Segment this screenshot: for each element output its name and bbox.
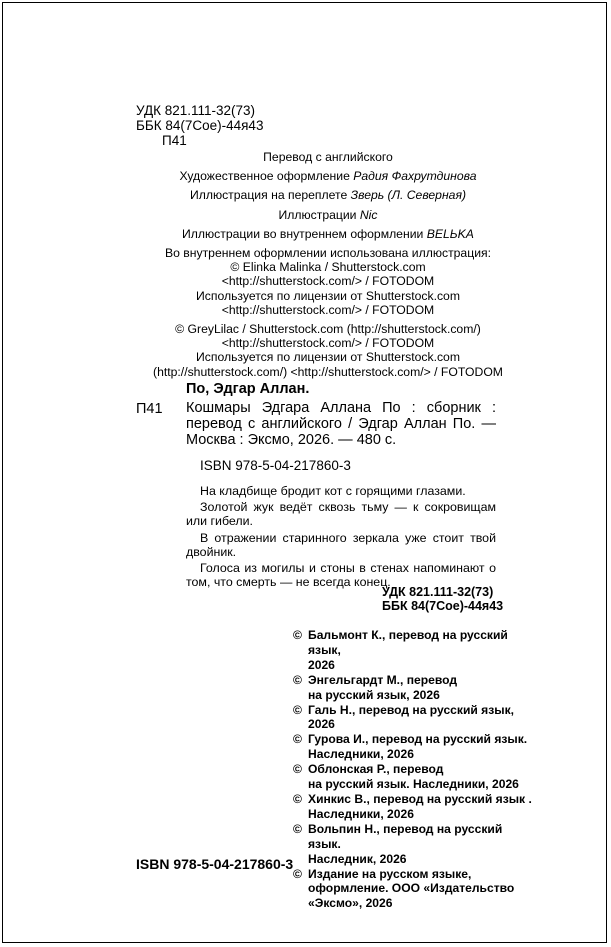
copyright-line: Издание на русском языке, xyxy=(308,866,472,881)
stock-line: <http://shutterstock.com/> / FOTODOM xyxy=(221,274,435,289)
annotation-paragraph: На кладбище бродит кот с горящими глазами. xyxy=(200,484,466,498)
copyright-line: оформление. ООО «Издательство xyxy=(308,881,515,896)
copyright-line: Хинкис В., перевод на русский язык . xyxy=(308,791,532,806)
bbk-code-bottom: ББК 84(7Сое)-44я43 xyxy=(382,599,504,613)
copyright-line: Вольпин Н., перевод на русский язык. xyxy=(308,821,503,851)
copyright-item xyxy=(293,628,533,673)
inner-design-note: Во внутреннем оформлении использована иллюстрация: xyxy=(165,246,491,261)
copyright-line: Бальмонт К., перевод на русский язык, xyxy=(308,628,508,657)
illustrations-credit: Иллюстрации Nic xyxy=(278,207,378,222)
stock-line: Используется по лицензии от Shutterstock.com xyxy=(196,350,460,365)
stock-line: © Elinka Malinka / Shutterstock.com xyxy=(230,260,426,275)
illustrator-name: Nic xyxy=(359,207,378,222)
catalog-code: П41 xyxy=(136,401,163,417)
author-sign: П41 xyxy=(162,133,187,148)
stock-line: <http://shutterstock.com/> / FOTODOM xyxy=(221,336,435,351)
annotation xyxy=(186,484,496,589)
stock-line: Используется по лицензии от Shutterstock.com xyxy=(196,288,460,303)
copyright-line: Облонская Р., перевод xyxy=(308,762,444,777)
translation-line: Перевод с английского xyxy=(263,150,393,164)
stock-line: © GreyLilac / Shutterstock.com (http://shutterstock.com/) xyxy=(175,322,481,337)
stock-line: (http://shutterstock.com/) <http://shutterstock.com/> / FOTODOM xyxy=(153,364,503,379)
copyright-item xyxy=(293,673,533,703)
annotation-paragraph: Золотой жук ведёт сквозь тьму — к сокровищам или гибели. xyxy=(186,500,496,529)
annotation-paragraph: В отражении старинного зеркала уже стоит твой двойник. xyxy=(186,530,496,559)
inner-illustrator-name: BELЬKA xyxy=(426,226,474,241)
copyright-item xyxy=(293,762,533,792)
copyright-line: на русский язык, 2026 xyxy=(308,687,440,702)
inner-illustrations-credit: Иллюстрации во внутреннем оформлении BELЬKA xyxy=(182,226,474,241)
design-credit: Художественное оформление Радия Фахрутдинова xyxy=(179,169,477,184)
copyright-item xyxy=(293,867,533,912)
copyright-line: Наследники, 2026 xyxy=(308,747,414,762)
designer-name: Радия Фахрутдинова xyxy=(353,169,477,184)
copyright-line: «Эксмо», 2026 xyxy=(308,896,393,911)
copyright-symbol: © xyxy=(293,628,302,642)
copyright-item xyxy=(293,822,533,867)
udk-code: УДК 821.111-32(73) xyxy=(136,103,256,118)
copyright-line: 2026 xyxy=(308,657,335,672)
annotation-paragraph: Голоса из могилы и стоны в стенах напоминают о том, что смерть — не всегда конец. xyxy=(186,561,496,590)
credits-block xyxy=(112,150,544,379)
cover-artist-name: Зверь (Л. Северная) xyxy=(350,188,467,203)
copyright-line: на русский язык. Наследники, 2026 xyxy=(308,777,519,792)
copyright-symbol: © xyxy=(293,791,302,806)
footer-isbn: ISBN 978-5-04-217860-3 xyxy=(136,856,294,872)
copyright-line: Энгельгардт М., перевод xyxy=(308,672,458,687)
copyright-item xyxy=(293,792,533,822)
udk-code-bottom: УДК 821.111-32(73) xyxy=(382,585,494,599)
copyright-symbol: © xyxy=(293,702,302,717)
cover-credit: Иллюстрация на переплете Зверь (Л. Северная) xyxy=(189,188,467,203)
copyright-symbol: © xyxy=(293,672,302,687)
copyright-symbol: © xyxy=(293,762,302,777)
copyright-list xyxy=(293,628,533,911)
bbk-code: ББК 84(7Сое)-44я43 xyxy=(136,118,264,133)
stock-line: <http://shutterstock.com/> / FOTODOM xyxy=(221,302,435,317)
copyright-line: Наследники, 2026 xyxy=(308,806,414,821)
copyright-item xyxy=(293,703,533,733)
copyright-line: Гурова И., перевод на русский язык. xyxy=(308,732,528,747)
copyright-symbol: © xyxy=(293,821,302,836)
copyright-symbol: © xyxy=(293,732,302,747)
catalog-isbn: ISBN 978-5-04-217860-3 xyxy=(200,458,351,473)
copyright-symbol: © xyxy=(293,866,302,881)
copyright-item xyxy=(293,732,533,762)
catalog-title: Кошмары Эдгара Аллана По : сборник : перевод с английского / Эдгар Аллан По. — Москва : Эксмо, 2026. — 480 с. xyxy=(186,400,496,449)
copyright-line: Галь Н., перевод на русский язык, 2026 xyxy=(308,702,514,732)
catalog-author: По, Эдгар Аллан. xyxy=(186,381,310,397)
copyright-line: Наследник, 2026 xyxy=(308,851,407,866)
